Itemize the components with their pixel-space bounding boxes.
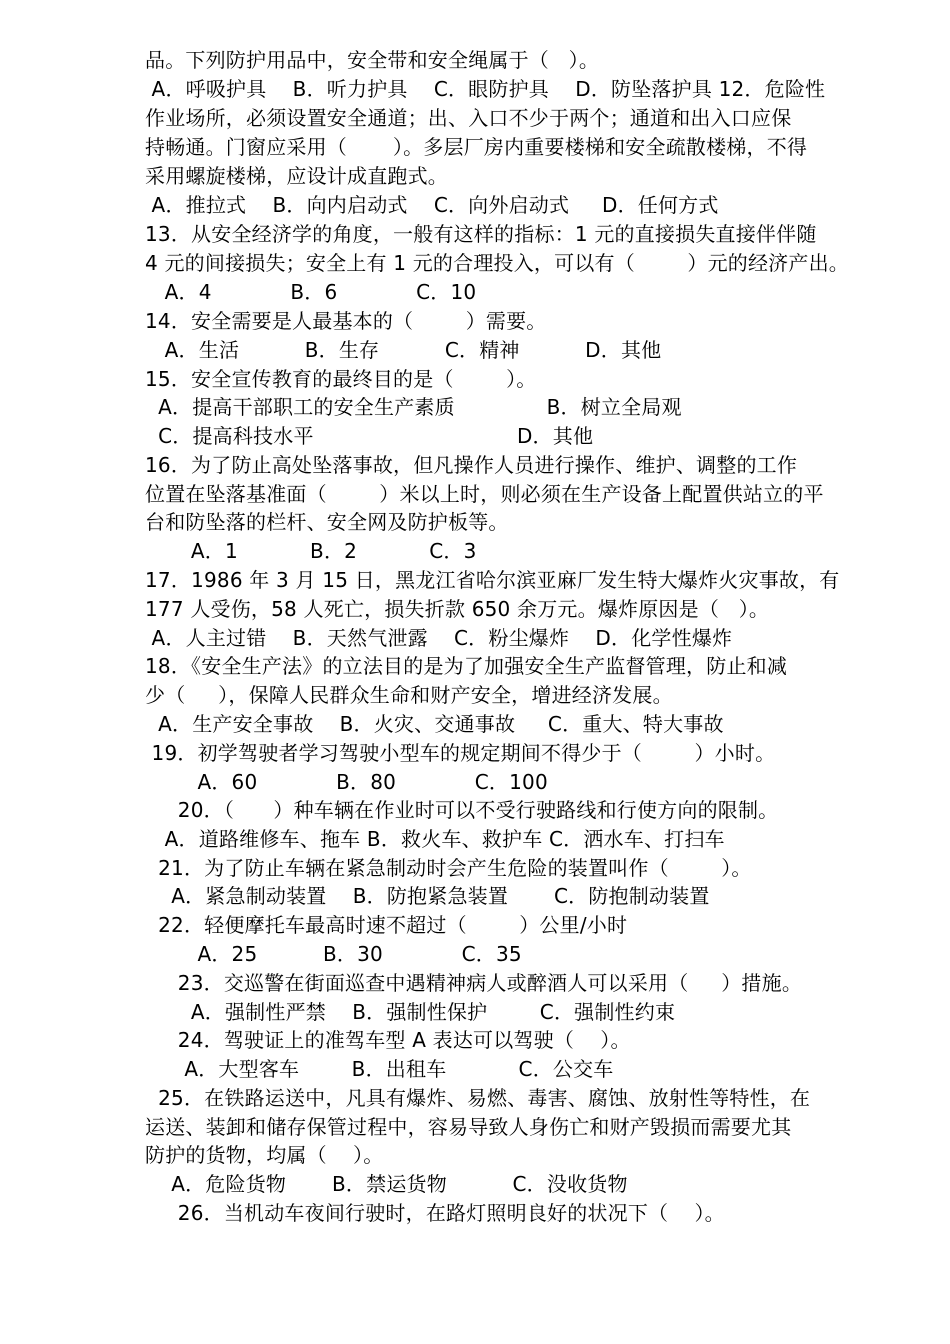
text-line: 25．在铁路运送中，凡具有爆炸、易燃、毒害、腐蚀、放射性等特性，在 <box>145 1086 811 1110</box>
text-line: A．道路维修车、拖车 B．救火车、救护车 C．洒水车、打扫车 <box>145 827 725 851</box>
text-line: A．生活 B．生存 C．精神 D．其他 <box>145 338 662 362</box>
text-line: 23．交巡警在街面巡查中遇精神病人或醉酒人可以采用（ ）措施。 <box>145 971 803 995</box>
text-line: 15．安全宣传教育的最终目的是（ ）。 <box>145 367 537 391</box>
text-line: 22．轻便摩托车最高时速不超过（ ）公里/小时 <box>145 913 628 937</box>
text-line: C．提高科技水平 D．其他 <box>145 424 594 448</box>
text-line: A．强制性严禁 B．强制性保护 C．强制性约束 <box>145 1000 676 1024</box>
text-line: 17．1986 年 3 月 15 日，黑龙江省哈尔滨亚麻厂发生特大爆炸火灾事故，有 <box>145 568 840 592</box>
text-line: 13．从安全经济学的角度，一般有这样的指标：1 元的直接损失直接伴伴随 <box>145 222 817 246</box>
text-line: 持畅通。门窗应采用（ ）。多层厂房内重要楼梯和安全疏散楼梯，不得 <box>145 135 808 159</box>
text-line: A．生产安全事故 B．火灾、交通事故 C．重大、特大事故 <box>145 712 724 736</box>
text-line: 少（ ），保障人民群众生命和财产安全，增进经济发展。 <box>145 683 673 707</box>
text-line: 采用螺旋楼梯，应设计成直跑式。 <box>145 164 448 188</box>
text-line: 26．当机动车夜间行驶时，在路灯照明良好的状况下（ ）。 <box>145 1201 725 1225</box>
text-line: 位置在坠落基准面（ ）米以上时，则必须在生产设备上配置供站立的平 <box>145 482 824 506</box>
text-line: 19．初学驾驶者学习驾驶小型车的规定期间不得少于（ ）小时。 <box>145 741 776 765</box>
text-line: 20．（ ）种车辆在作业时可以不受行驶路线和行使方向的限制。 <box>145 798 779 822</box>
text-line: 4 元的间接损失；安全上有 1 元的合理投入，可以有（ ）元的经济产出。 <box>145 251 849 275</box>
text-line: A．60 B．80 C．100 <box>145 770 548 794</box>
text-line: A．呼吸护具 B．听力护具 C．眼防护具 D．防坠落护具 12．危险性 <box>145 77 826 101</box>
text-line: A．提高干部职工的安全生产素质 B．树立全局观 <box>145 395 682 419</box>
text-line: A．大型客车 B．出租车 C．公交车 <box>145 1057 614 1081</box>
text-line: 14．安全需要是人最基本的（ ）需要。 <box>145 309 547 333</box>
text-line: 18．《安全生产法》的立法目的是为了加强安全生产监督管理，防止和减 <box>145 654 788 678</box>
text-line: 品。下列防护用品中，安全带和安全绳属于（ ）。 <box>145 48 600 72</box>
text-line: A．推拉式 B．向内启动式 C．向外启动式 D．任何方式 <box>145 193 719 217</box>
text-line: 16．为了防止高处坠落事故，但凡操作人员进行操作、维护、调整的工作 <box>145 453 798 477</box>
text-line: A．人主过错 B．天然气泄露 C．粉尘爆炸 D．化学性爆炸 <box>145 626 733 650</box>
text-line: 21．为了防止车辆在紧急制动时会产生危险的装置叫作（ ）。 <box>145 856 752 880</box>
text-line: 台和防坠落的栏杆、安全网及防护板等。 <box>145 510 509 534</box>
text-line: A．紧急制动装置 B．防抱紧急装置 C．防抱制动装置 <box>145 884 710 908</box>
text-line: A．25 B．30 C．35 <box>145 942 522 966</box>
text-line: A．危险货物 B．禁运货物 C．没收货物 <box>145 1172 628 1196</box>
text-line: 作业场所，必须设置安全通道；出、入口不少于两个；通道和出入口应保 <box>145 106 792 130</box>
text-line: A．1 B．2 C．3 <box>145 539 477 563</box>
text-line: A．4 B．6 C．10 <box>145 280 477 304</box>
text-line: 防护的货物，均属（ ）。 <box>145 1143 384 1167</box>
text-line: 运送、装卸和储存保管过程中，容易导致人身伤亡和财产毁损而需要尤其 <box>145 1115 792 1139</box>
text-line: 24．驾驶证上的准驾车型 A 表达可以驾驶（ ）。 <box>145 1028 631 1052</box>
text-line: 177 人受伤，58 人死亡，损失折款 650 余万元。爆炸原因是（ ）。 <box>145 597 770 621</box>
